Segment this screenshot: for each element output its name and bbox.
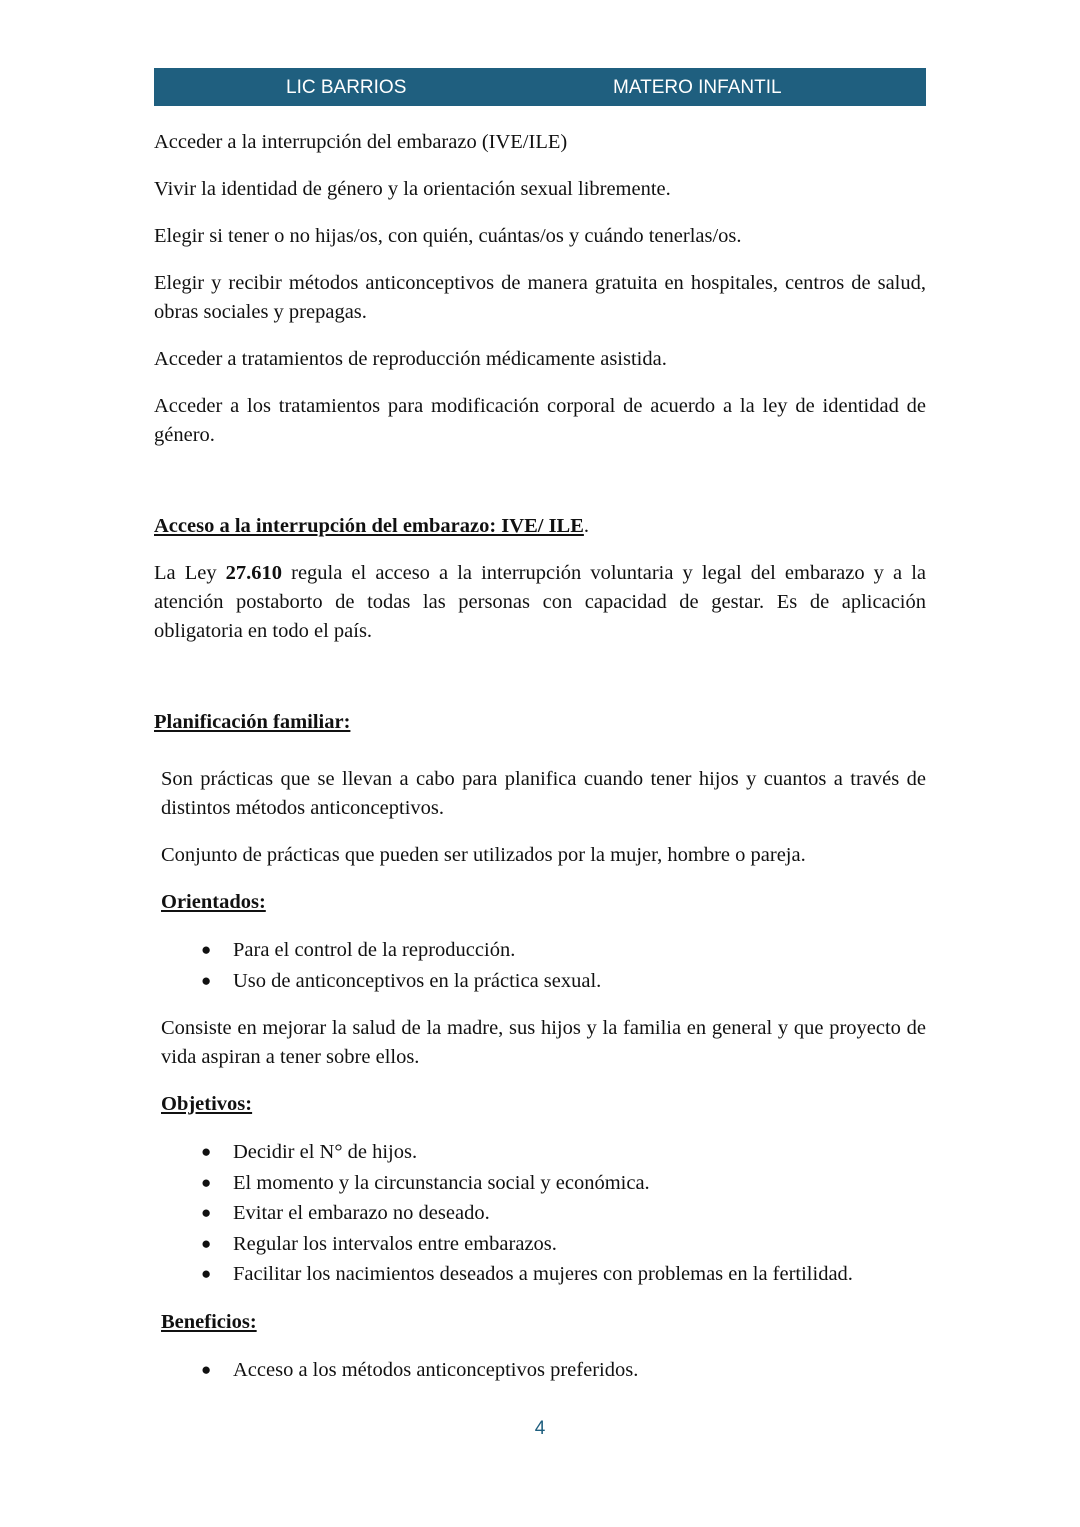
- right-item: Elegir si tener o no hijas/os, con quién, cuántas/os y cuándo tenerlas/os.: [154, 225, 742, 247]
- ive-text-after: regula el acceso a la interrupción voluntaria y legal del embarazo y a la atención postaborto de todas las personas con capacidad de gestar. Es de aplicación obligatoria en todo el país.: [154, 562, 926, 642]
- right-item: Acceder a la interrupción del embarazo (IVE/ILE): [154, 131, 568, 153]
- consiste-paragraph: Consiste en mejorar la salud de la madre, sus hijos y la familia en general y que proyecto de vida aspiran a tener sobre ellos.: [161, 1017, 926, 1068]
- objetivos-heading: Objetivos:: [161, 1093, 253, 1115]
- page-content: [154, 128, 926, 1403]
- list-item: [201, 1137, 926, 1168]
- list-item: [201, 1259, 926, 1290]
- list-item: [201, 935, 926, 966]
- orientados-heading: Orientados:: [161, 891, 266, 913]
- list-item-text: Decidir el N° de hijos.: [233, 1141, 418, 1163]
- list-item: [201, 966, 926, 997]
- list-item-text: Facilitar los nacimientos deseados a mujeres con problemas en la fertilidad.: [233, 1263, 853, 1285]
- bullet-icon: ●: [201, 1233, 212, 1253]
- right-item: Vivir la identidad de género y la orientación sexual libremente.: [154, 178, 671, 200]
- page-number: 4: [534, 1418, 546, 1439]
- beneficios-heading: Beneficios:: [161, 1310, 257, 1333]
- list-item-text: El momento y la circunstancia social y económica.: [233, 1171, 650, 1194]
- list-item: [201, 1168, 926, 1199]
- page-header: [154, 68, 926, 106]
- orientados-list: [161, 935, 926, 996]
- ive-heading-period: .: [583, 515, 590, 537]
- planificacion-paragraph: Conjunto de prácticas que pueden ser utilizados por la mujer, hombre o pareja.: [161, 844, 806, 866]
- law-number: 27.610: [225, 562, 283, 584]
- list-item: [201, 1355, 926, 1386]
- list-item-text: Para el control de la reproducción.: [233, 939, 516, 961]
- list-item: [201, 1229, 926, 1260]
- planificacion-section: [154, 765, 926, 1385]
- planificacion-paragraph: Son prácticas que se llevan a cabo para planifica cuando tener hijos y cuantos a través de distintos métodos anticonceptivos.: [161, 768, 926, 819]
- bullet-icon: ●: [201, 1172, 212, 1192]
- ive-heading: Acceso a la interrupción del embarazo: IVE/ ILE: [154, 515, 584, 537]
- ive-text-before: La Ley: [154, 562, 226, 584]
- ive-paragraph: [154, 559, 926, 646]
- list-item-text: Uso de anticonceptivos en la práctica sexual.: [233, 969, 602, 992]
- bullet-icon: ●: [201, 1203, 212, 1222]
- bullet-icon: ●: [201, 1142, 212, 1161]
- planificacion-heading-line: [154, 708, 926, 737]
- bullet-icon: ●: [201, 970, 212, 990]
- right-item: Acceder a tratamientos de reproducción médicamente asistida.: [154, 348, 667, 370]
- header-subject: MATERO INFANTIL: [613, 77, 782, 98]
- orientados-heading-line: [161, 888, 926, 917]
- list-item-text: Acceso a los métodos anticonceptivos preferidos.: [233, 1358, 639, 1381]
- list-item: [201, 1198, 926, 1229]
- objetivos-heading-line: [161, 1090, 926, 1119]
- list-item-text: Regular los intervalos entre embarazos.: [233, 1232, 557, 1255]
- objetivos-list: [161, 1137, 926, 1290]
- bullet-icon: ●: [201, 1359, 212, 1379]
- beneficios-heading-line: [161, 1308, 926, 1337]
- list-item-text: Evitar el embarazo no deseado.: [233, 1202, 490, 1224]
- bullet-icon: ●: [201, 940, 212, 959]
- beneficios-list: [161, 1355, 926, 1386]
- header-author: LIC BARRIOS: [286, 77, 407, 98]
- ive-heading-line: [154, 512, 926, 541]
- right-item: Acceder a los tratamientos para modificación corporal de acuerdo a la ley de identidad de género.: [154, 395, 926, 446]
- bullet-icon: ●: [201, 1264, 212, 1283]
- right-item: Elegir y recibir métodos anticonceptivos de manera gratuita en hospitales, centros de salud, obras sociales y prepagas.: [154, 272, 926, 323]
- planificacion-heading: Planificación familiar:: [154, 711, 351, 733]
